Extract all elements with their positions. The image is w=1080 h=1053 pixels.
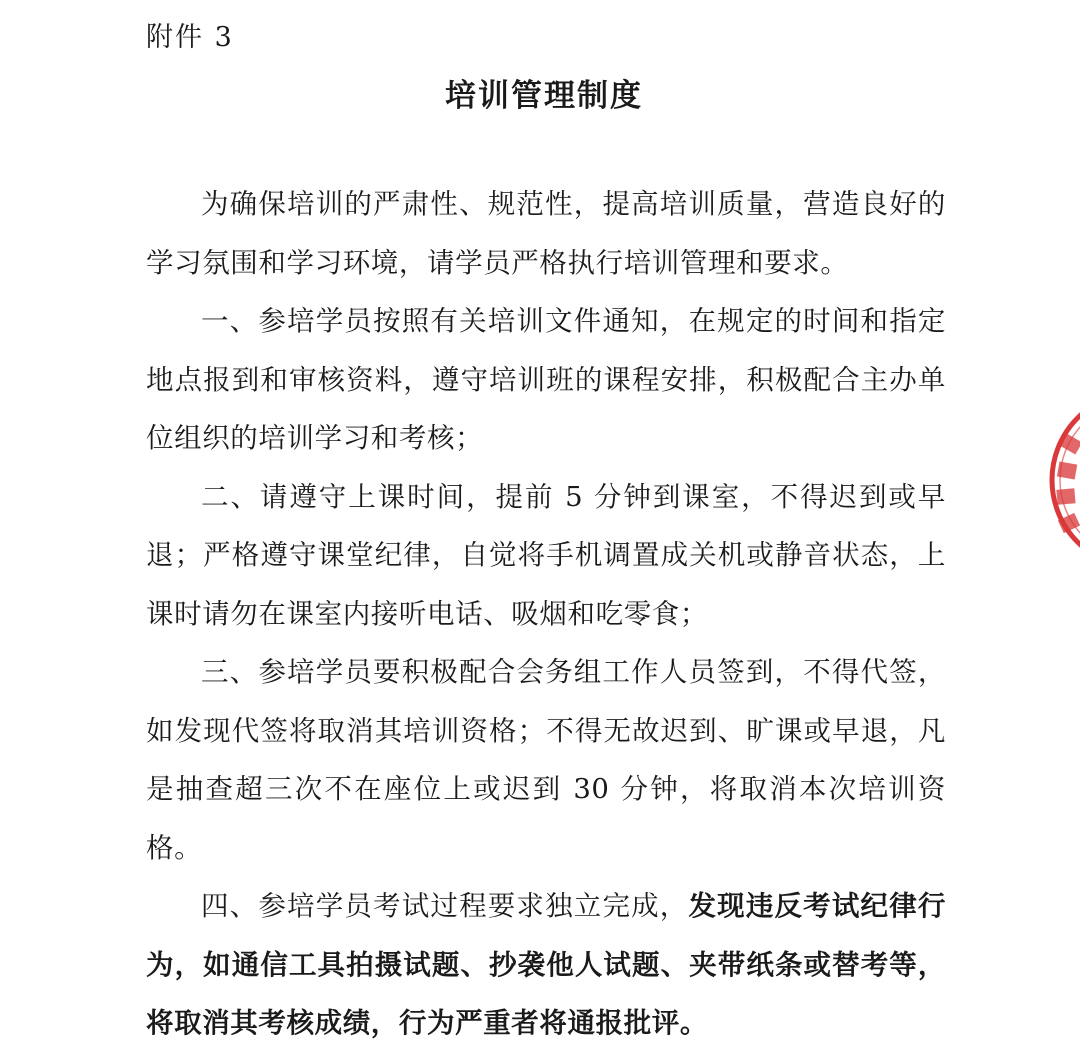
rule-paragraph-4-bold: 发现违反考试纪律行为，如通信工具拍摄试题、抄袭他人试题、夹带纸条或替考等，将取消其考核成绩，行为严重者将通报批评。: [146, 890, 946, 1039]
rule-paragraph-1: 一、参培学员按照有关培训文件通知，在规定的时间和指定地点报到和审核资料，遵守培训班的课程安排，积极配合主办单位组织的培训学习和考核；: [146, 305, 946, 454]
attachment-label: 附件 3: [146, 22, 234, 53]
rule-paragraph-4: [146, 877, 946, 1053]
intro-paragraph: 为确保培训的严肃性、规范性，提高培训质量，营造良好的学习氛围和学习环境，请学员严格执行培训管理和要求。: [146, 188, 946, 279]
rule-paragraph-4-normal: 四、参培学员考试过程要求独立完成，: [201, 890, 689, 922]
document-title: 培训管理制度: [445, 78, 643, 114]
document-body: [146, 175, 946, 1053]
rule-paragraph-2: 二、请遵守上课时间，提前 5 分钟到课室，不得迟到或早退；严格遵守课堂纪律，自觉将手机调置成关机或静音状态，上课时请勿在课室内接听电话、吸烟和吃零食；: [146, 480, 946, 630]
rule-paragraph-3: 三、参培学员要积极配合会务组工作人员签到，不得代签，如发现代签将取消其培训资格；不得无故迟到、旷课或早退，凡是抽查超三次不在座位上或迟到 30 分钟，将取消本次培训资格。: [146, 656, 946, 864]
partial-red-seal-icon: [1040, 380, 1080, 580]
